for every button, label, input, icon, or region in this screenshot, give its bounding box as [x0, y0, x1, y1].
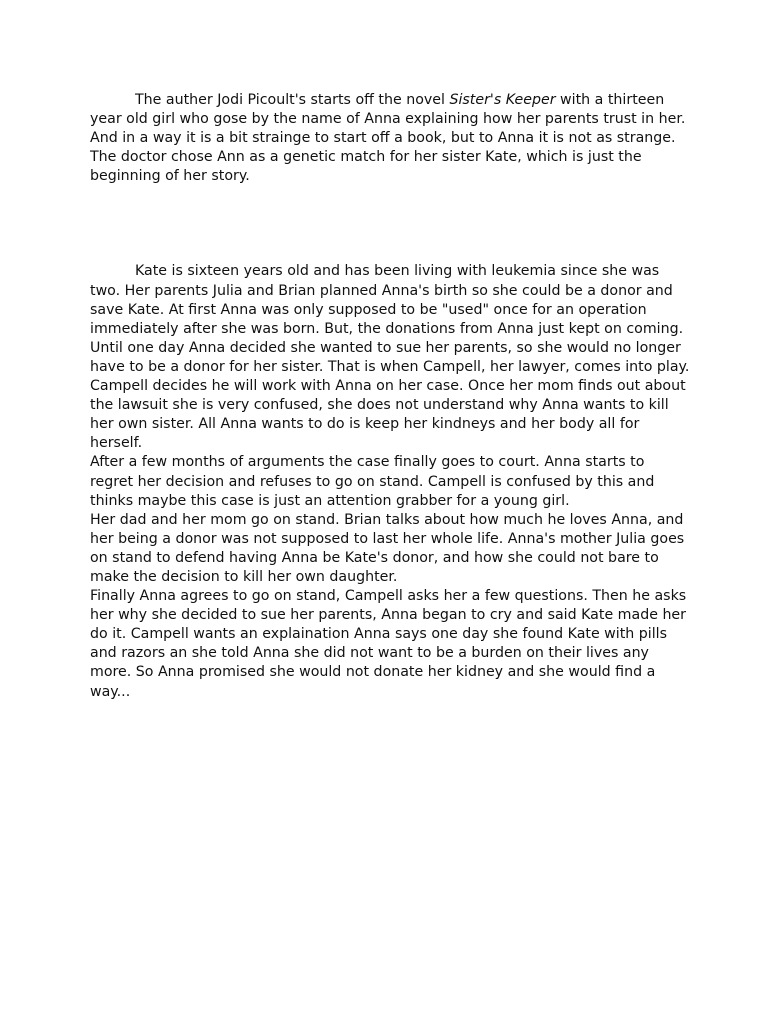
paragraph-intro: [90, 91, 686, 186]
paragraph-parents: [90, 511, 685, 587]
intro-first-line: [90, 91, 680, 110]
text-line: Finally Anna agrees to go on stand, Campell asks her a few questions. Then he asks: [90, 588, 687, 605]
intro-text-end: with a thirteen: [555, 92, 665, 108]
paragraph-court: [90, 453, 680, 510]
text-line: Campell decides he will work with Anna on her case. Once her mom finds out about: [90, 378, 686, 395]
paragraph-summary: [90, 262, 690, 453]
text-line: The doctor chose Ann as a genetic match for her sister Kate, which is just the: [90, 149, 642, 166]
text-line: her being a donor was not supposed to last her whole life. Anna's mother Julia goes: [90, 530, 685, 547]
text-line: way...: [90, 683, 131, 700]
text-line: her why she decided to sue her parents, Anna began to cry and said Kate made her: [90, 607, 686, 624]
text-line: beginning of her story.: [90, 168, 250, 185]
text-line: Her dad and her mom go on stand. Brian talks about how much he loves Anna, and: [90, 511, 684, 528]
paragraph-spacer: [90, 186, 680, 262]
text-line: thinks maybe this case is just an attention grabber for a young girl.: [90, 492, 570, 509]
paragraph-ending: [90, 587, 687, 702]
text-line: have to be a donor for her sister. That is when Campell, her lawyer, comes into play.: [90, 358, 690, 375]
text-line: two. Her parents Julia and Brian planned Anna's birth so she could be a donor and: [90, 282, 673, 299]
text-line: And in a way it is a bit strainge to start off a book, but to Anna it is not as strange.: [90, 130, 676, 147]
text-line: After a few months of arguments the case finally goes to court. Anna starts to: [90, 454, 645, 471]
text-line: do it. Campell wants an explaination Anna says one day she found Kate with pills: [90, 626, 668, 643]
text-line: make the decision to kill her own daughter.: [90, 568, 398, 585]
text-line: on stand to defend having Anna be Kate's donor, and how she could not bare to: [90, 549, 659, 566]
text-line: the lawsuit she is very confused, she does not understand why Anna wants to kill: [90, 397, 669, 414]
text-line: year old girl who gose by the name of Anna explaining how her parents trust in her.: [90, 111, 686, 128]
text-line: save Kate. At first Anna was only supposed to be "used" once for an operation: [90, 301, 647, 318]
text-line: her own sister. All Anna wants to do is keep her kindneys and her body all for: [90, 416, 640, 433]
text-line: Until one day Anna decided she wanted to sue her parents, so she would no longer: [90, 339, 681, 356]
text-line: herself.: [90, 435, 143, 452]
text-line: immediately after she was born. But, the donations from Anna just kept on coming.: [90, 320, 684, 337]
book-title: Sister's Keeper: [449, 92, 556, 108]
text-line: regret her decision and refuses to go on stand. Campell is confused by this and: [90, 473, 655, 490]
document-body: [90, 91, 690, 702]
text-line: more. So Anna promised she would not donate her kidney and she would find a: [90, 664, 656, 681]
text-line: Kate is sixteen years old and has been living with leukemia since she was: [135, 263, 660, 280]
text-line: and razors an she told Anna she did not want to be a burden on their lives any: [90, 645, 649, 662]
intro-text-start: The auther Jodi Picoult's starts off the novel: [135, 92, 450, 108]
